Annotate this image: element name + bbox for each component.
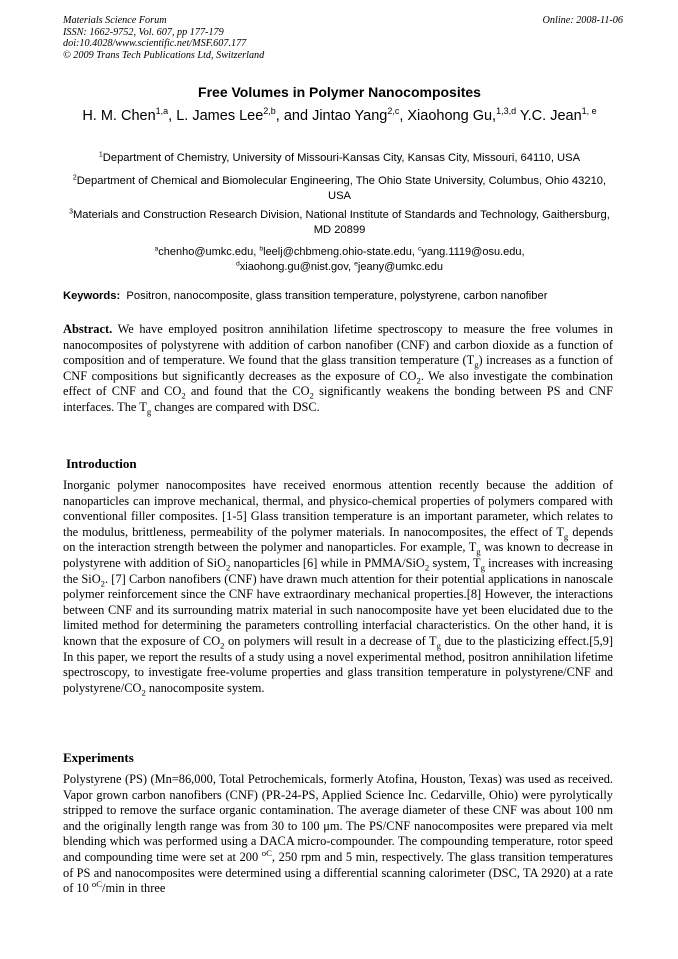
author-name: Y.C. Jean — [519, 108, 582, 124]
email-address: yang.1119@osu.edu, — [421, 246, 525, 258]
keywords — [63, 289, 616, 304]
author-affiliation-marker: 1,3,d — [496, 106, 517, 117]
keywords-label: Keywords: — [63, 290, 121, 302]
author-list: H. M. Chen$^{1,a}$, L. James Lee$^{2,b}$, and Jintao Yang$^{2,c}$, Xiaohong Gu,$^{1,3,d}$ Y.C. Jean$^{1, e}$ — [82, 106, 597, 124]
affiliation-text: Department of Chemical and Biomolecular Engineering, The Ohio State University, Columbus, Ohio 43210, USA — [76, 175, 607, 202]
author-affiliation-marker: 1,a — [155, 106, 169, 117]
paper-title: Free Volumes in Polymer Nanocomposites — [198, 84, 481, 100]
author-emails — [63, 245, 616, 275]
affiliation-text: Department of Chemistry, University of Missouri-Kansas City, Kansas City, Missouri, 64110, USA — [102, 152, 581, 164]
author-name: Jintao Yang — [312, 108, 388, 124]
affiliation-3 — [63, 208, 616, 238]
experiments-heading: Experiments — [63, 750, 134, 765]
email-address: jeany@umkc.edu — [357, 261, 444, 273]
author-name: H. M. Chen — [82, 108, 156, 124]
introduction-text: Inorganic polymer nanocomposites have received enormous attention recently because the addition of nanoparticles can improve mechanical, thermal, and physico-chemical properties of polymers compared with conventional filler composites. [1-5] Glass transition temperature is an important parameter, which relates to the modulus, brittleness, permeability of the polymer materials. In nanocomposites, the effect of $T_g$ depends on the interaction strength between the polymer and nanoparticles. For example, $T_g$ was known to decrease in polystyrene with addition of SiO$_2$ nanoparticles [6] while in PMMA/SiO$_2$ system, $T_g$ increases with increasing the SiO$_2$. [7] Carbon nanofibers (CNF) have drawn much attention for their potential applications in nanoscale polymer reinforcement since the CNF have extraordinary mechanical properties.[8] However, the interactions between CNF and its surrounding matrix material in such nanocomposite have yet been elucidated due to the limited method for determining the parameters controlling interfacial characteristics. On the other hand, it is known that the exposure of $CO_2$ on polymers will result in a decrease of $T_g$ due to the plasticizing effect.[5,9] In this paper, we report the results of a study using a novel experimental method, positron annihilation lifetime spectroscopy, to investigate free-volume properties and glass transition temperature in polystyrene/CNF and polystyrene/$CO_2$ nanocomposite system. — [63, 478, 614, 698]
email-marker: a — [154, 245, 159, 253]
email-marker: e — [354, 260, 358, 268]
abstract-text: We have employed positron annihilation lifetime spectroscopy to measure the free volumes in nanocomposites of polystyrene with addition of carbon nanofiber (CNF) and carbon dioxide as a function of composition and of temperature. We found that the glass transition temperature $(T_g)$ increases as a function of CNF compositions but significantly decreases as the exposure of $CO_2$. We also investigate the combination effect of CNF and $CO_2$ and found that the $CO_2$ significantly weakens the bonding between PS and CNF interfaces. The $T_g$ changes are compared with DSC. — [63, 322, 614, 417]
journal-header — [63, 15, 623, 61]
author-name: L. James Lee — [176, 108, 264, 124]
author-name: Xiaohong Gu, — [407, 108, 497, 124]
keywords-text: Positron, nanocomposite, glass transition temperature, polystyrene, carbon nanofiber — [126, 290, 548, 302]
affiliation-2 — [63, 174, 616, 204]
experiments-text: Polystyrene (PS) (Mn=86,000, Total Petrochemicals, formerly Atofina, Houston, Texas) was used as received. Vapor grown carbon nanofibers (CNF) (PR-24-PS, Applied Science Inc. Cedarville, Ohio) were pyrolytically stripped to remove the surface organic contamination. The average diameter of these CNF was about 100 nm and the originally length range was from 30 to 100 μm. The PS/CNF nanocomposites were prepared via melt blending which was performed using a DACA micro-compounder. The compounding temperature, rotor speed and compounding time were set at 200 $^{oC}$, 250 rpm and 5 min, respectively. The glass transition temperatures of PS and nanocomposites were determined using a differential scanning calorimeter (DSC, TA 2920) at a rate of 10 $^{oC}$/min in three — [63, 772, 614, 896]
affiliation-1 — [63, 151, 616, 166]
affiliation-marker: 3 — [69, 208, 73, 216]
email-address: xiaohong.gu@nist.gov, — [239, 261, 355, 273]
email-marker: b — [259, 245, 264, 253]
author-affiliation-marker: 1, e — [581, 106, 597, 117]
author-affiliation-marker: 2,c — [387, 106, 400, 117]
abstract-label: Abstract. — [63, 322, 113, 336]
issn-line: ISSN: 1662-9752, Vol. 607, pp 177-179 — [63, 26, 224, 38]
email-address: leelj@chbmeng.ohio-state.edu, — [263, 246, 418, 258]
online-date: Online: 2008-11-06 — [542, 15, 623, 26]
affiliation-marker: 2 — [72, 174, 77, 182]
author-affiliation-marker: 2,b — [263, 106, 276, 117]
abstract — [63, 322, 613, 416]
copyright-line: © 2009 Trans Tech Publications Ltd, Switzerland — [63, 49, 265, 61]
doi-line: doi:10.4028/www.scientific.net/MSF.607.177 — [63, 38, 247, 50]
introduction-heading: Introduction — [66, 456, 137, 471]
email-marker: d — [235, 260, 240, 268]
email-marker: c — [418, 245, 422, 253]
affiliation-marker: 1 — [98, 151, 103, 159]
affiliation-text: Materials and Construction Research Division, National Institute of Standards and Technology, Gaithersburg, MD 20899 — [72, 209, 610, 236]
journal-name: Materials Science Forum — [63, 15, 167, 26]
email-address: chenho@umkc.edu, — [158, 246, 260, 258]
